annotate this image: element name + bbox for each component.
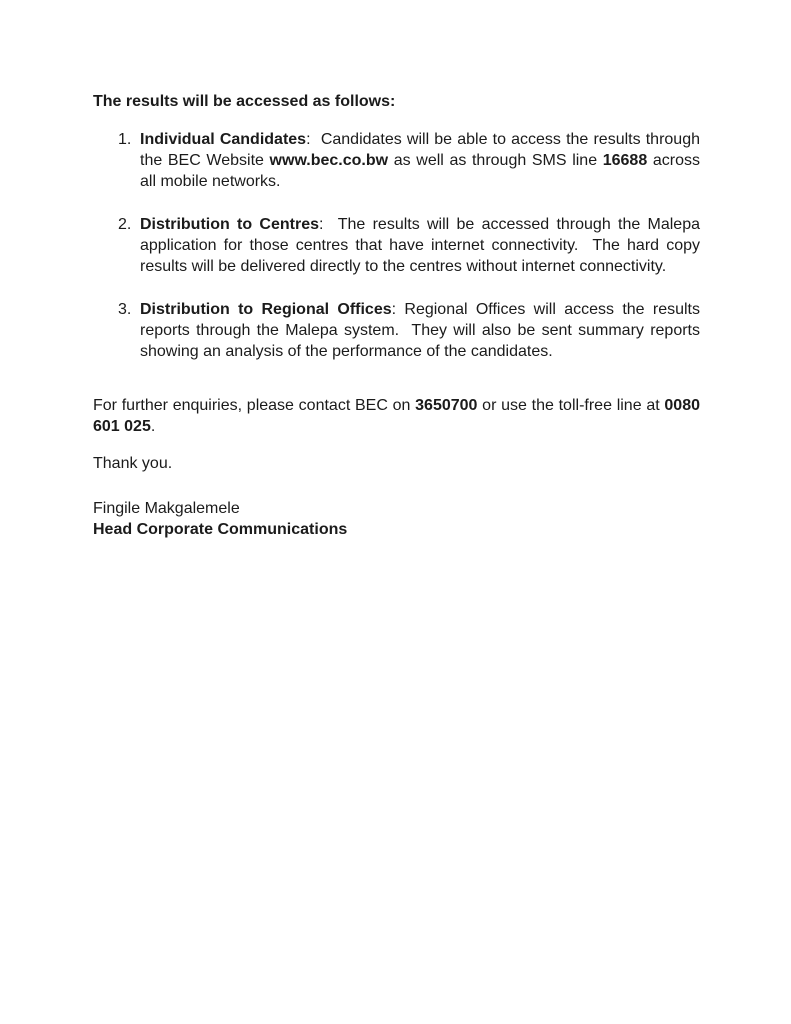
contact-paragraph xyxy=(93,395,700,437)
signature-name: Fingile Makgalemele xyxy=(93,500,240,517)
list-item-number: 2. xyxy=(118,216,132,233)
contact-text: or use the toll-free line at xyxy=(477,397,665,414)
contact-text: For further enquiries, please contact BEC on xyxy=(93,397,416,414)
sms-line-number: 16688 xyxy=(602,152,648,169)
list-item-text: : The results will be accessed through the Malepa application for those centres that have internet connectivity. The hard copy results will be delivered directly to the centres without internet connectivity. xyxy=(140,216,700,275)
signature-title: Head Corporate Communications xyxy=(93,521,348,538)
results-access-list xyxy=(93,129,700,362)
list-item-text: : Candidates will be able to access the results through the BEC Website xyxy=(140,131,701,169)
list-item-number: 3. xyxy=(118,301,132,318)
list-item-distribution-regional-offices xyxy=(93,299,700,362)
list-item-individual-candidates xyxy=(93,129,700,192)
bec-website-url: www.bec.co.bw xyxy=(269,152,389,169)
list-item-text: : Regional Offices will access the results reports through the Malepa system. They will also be sent summary reports showing an analysis of the performance of the candidates. xyxy=(140,301,701,360)
list-item-title: Individual Candidates xyxy=(140,131,307,148)
bec-phone-number: 3650700 xyxy=(415,397,478,414)
list-item-text: as well as through SMS line xyxy=(388,152,603,169)
contact-text: . xyxy=(150,418,156,435)
closing-text: Thank you. xyxy=(93,455,173,472)
list-item-title: Distribution to Regional Offices xyxy=(140,301,392,318)
toll-free-number: 0080 601 025 xyxy=(93,397,700,435)
list-item-title: Distribution to Centres xyxy=(140,216,320,233)
document-heading: The results will be accessed as follows: xyxy=(93,93,396,110)
list-item-distribution-centres xyxy=(93,214,700,277)
list-item-text: across all mobile networks. xyxy=(140,152,700,190)
signature-block xyxy=(93,498,700,540)
list-item-number: 1. xyxy=(118,131,132,148)
